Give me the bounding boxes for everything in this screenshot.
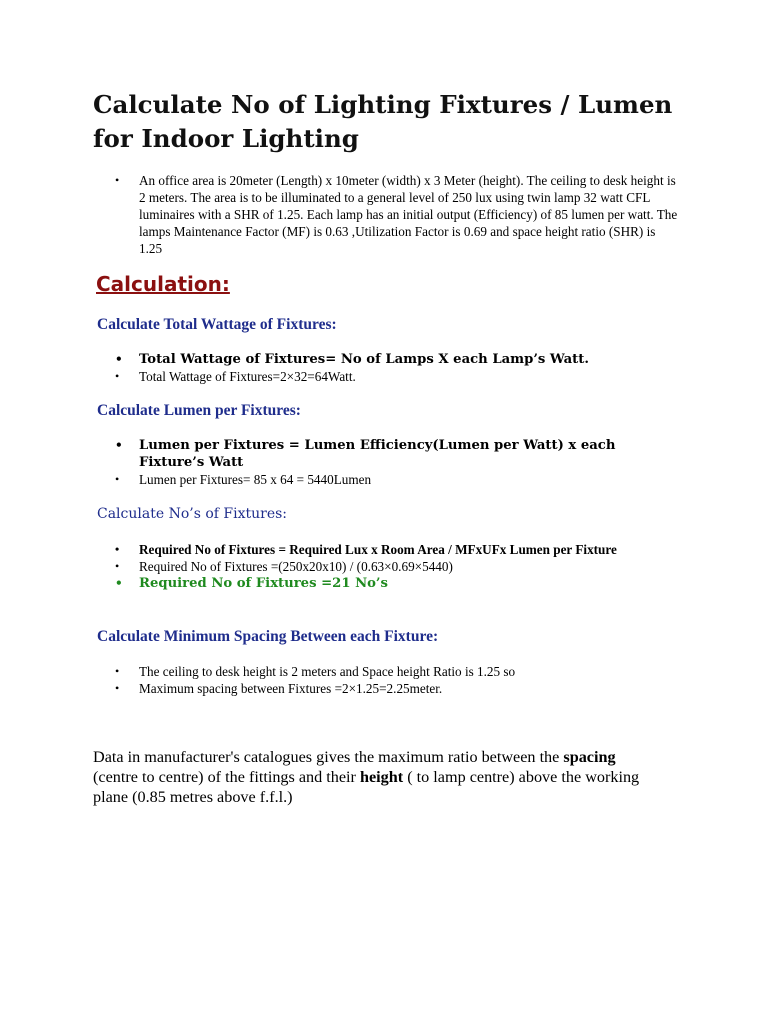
result-lumen-per-fixture: • Lumen per Fixtures= 85 x 64 = 5440Lumen: [0, 471, 679, 488]
calculation-number-of-fixtures: • Required No of Fixtures =(250x20x10) / (0.63×0.69×5440): [0, 558, 679, 575]
section-heading-minimum-spacing: Calculate Minimum Spacing Between each Fixture:: [97, 628, 439, 645]
section-list-lumen-per-fixture: [0, 437, 679, 488]
closing-paragraph: [93, 747, 653, 807]
section-list-minimum-spacing: [0, 663, 679, 697]
closing-text-2: (centre to centre) of the fittings and their: [93, 768, 360, 786]
section-heading-lumen-per-fixture: Calculate Lumen per Fixtures:: [97, 402, 301, 419]
closing-spacing-term: spacing: [563, 748, 616, 766]
section-heading-number-of-fixtures: Calculate No’s of Fixtures:: [97, 506, 288, 522]
closing-height-term: height: [359, 768, 404, 786]
formula-lumen-per-fixture: • Lumen per Fixtures = Lumen Efficiency(Lumen per Watt) x each Fixture’s Watt: [0, 437, 679, 471]
formula-total-wattage: • Total Wattage of Fixtures= No of Lamps X each Lamp’s Watt.: [0, 351, 679, 368]
result-maximum-spacing: • Maximum spacing between Fixtures =2×1.25=2.25meter.: [0, 680, 679, 697]
result-number-of-fixtures: • Required No of Fixtures =21 No’s: [0, 575, 679, 592]
closing-text-1: Data in manufacturer's catalogues gives the maximum ratio between the: [93, 748, 564, 766]
calculation-heading: Calculation:: [96, 272, 230, 296]
formula-number-of-fixtures: • Required No of Fixtures = Required Lux x Room Area / MFxUFx Lumen per Fixture: [0, 541, 679, 558]
closing-text-3: ( to lamp centre) above the working plane (0.85 metres above f.f.l.): [93, 768, 640, 806]
section-list-total-wattage: [0, 351, 679, 385]
document-title: Calculate No of Lighting Fixtures / Lumen for Indoor Lighting: [93, 90, 673, 153]
statement-ceiling-height: • The ceiling to desk height is 2 meters and Space height Ratio is 1.25 so: [0, 663, 679, 680]
section-list-number-of-fixtures: [0, 541, 679, 592]
intro-list: [0, 172, 679, 257]
result-total-wattage: • Total Wattage of Fixtures=2×32=64Watt.: [0, 368, 679, 385]
intro-paragraph: • An office area is 20meter (Length) x 10meter (width) x 3 Meter (height). The ceiling to desk height is 2 meters. The area is to be illuminated to a general level of 250 lux using twin lamp 32 watt CFL luminaires with a SHR of 1.25. Each lamp has an initial output (Efficiency) of 85 lumen per watt. The lamps Maintenance Factor (MF) is 0.63 ,Utilization Factor is 0.69 and space height ratio (SHR) is 1.25: [0, 172, 679, 257]
section-heading-total-wattage: Calculate Total Wattage of Fixtures:: [97, 316, 337, 333]
